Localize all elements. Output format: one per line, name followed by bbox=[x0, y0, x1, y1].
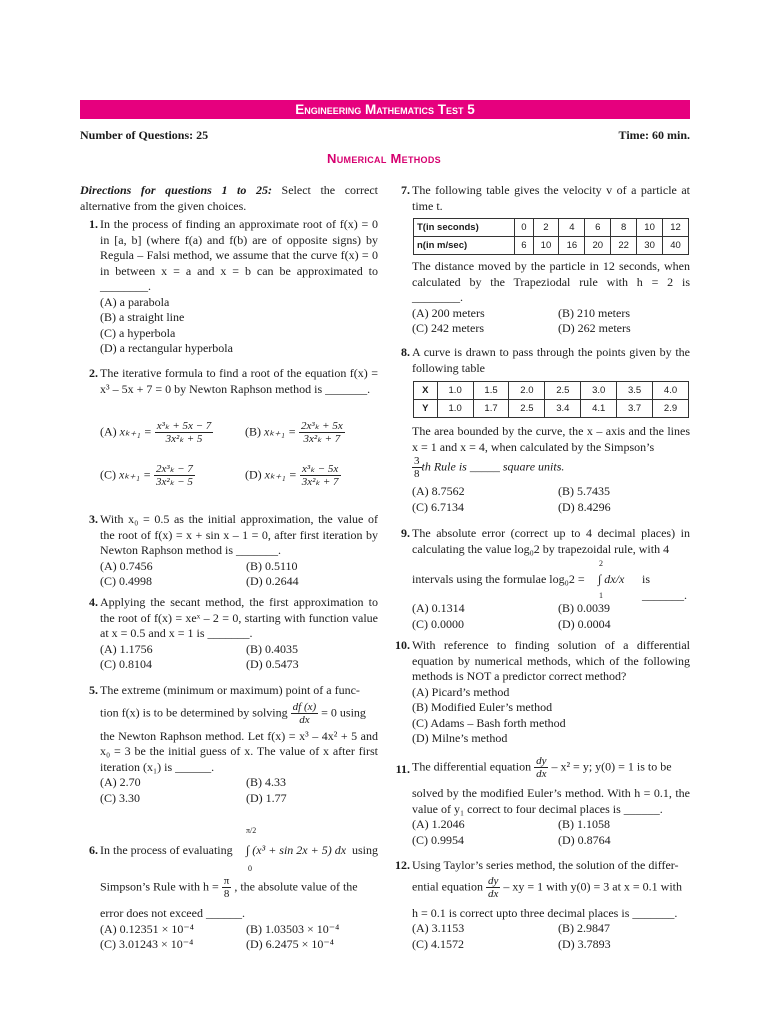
question-number: 7. bbox=[401, 183, 410, 197]
option-a[interactable]: (A) 200 meters bbox=[412, 305, 485, 320]
question-3 bbox=[76, 512, 378, 590]
fraction-numerator: 3 bbox=[414, 455, 420, 467]
question-number: 5. bbox=[89, 683, 98, 697]
option-c[interactable]: (C) 0.9954 bbox=[412, 832, 464, 847]
question-number: 2. bbox=[89, 366, 98, 380]
formula-denominator: 3x²ₖ + 5 bbox=[165, 433, 203, 445]
option-c[interactable]: (C) 0.0000 bbox=[412, 616, 464, 631]
option-a[interactable]: (A) 1.2046 bbox=[412, 817, 465, 831]
formula-lhs: xₖ₊₁ = bbox=[264, 424, 297, 439]
table-cell: 6 bbox=[585, 219, 611, 237]
formula-lhs: xₖ₊₁ = bbox=[264, 467, 297, 482]
formula-lhs: xₖ₊₁ = bbox=[119, 467, 152, 482]
integral-upper-limit: 2 bbox=[599, 559, 603, 568]
option-c[interactable]: (C) 6.7134 bbox=[412, 499, 464, 514]
question-text-line3: the Newton Raphson method. Let f(x) = x³ – 4x² + 5 and x₀ = 3 be the initial guess of x. The value of x after first iteration (x₁) is ______. bbox=[100, 728, 378, 774]
question-1 bbox=[76, 217, 378, 357]
option-d[interactable]: (D) 262 meters bbox=[558, 321, 631, 335]
question-text-2: The distance moved by the particle in 12 seconds, when calculated by the Trapeziodal rule with h = 2 is ________. bbox=[412, 259, 690, 304]
derivative-numerator: dy bbox=[536, 755, 547, 767]
option-c[interactable]: (C) 0.4998 bbox=[100, 574, 152, 588]
option-d[interactable]: (D) 0.0004 bbox=[558, 616, 611, 631]
option-a[interactable]: (A) 0.12351 × 10⁻⁴ bbox=[100, 921, 194, 936]
question-text-line2 bbox=[100, 701, 378, 726]
question-number: 1. bbox=[89, 217, 98, 231]
option-c[interactable]: (C) 3.01243 × 10⁻⁴ bbox=[100, 937, 194, 951]
question-text: The absolute error (correct up to 4 decimal places) in calculating the value log₀2 by trapezoidal rule, with 4 bbox=[412, 526, 690, 556]
option-a[interactable] bbox=[100, 420, 213, 445]
table-cell: 16 bbox=[559, 237, 585, 255]
table-cell: 3.0 bbox=[581, 382, 617, 400]
question-number: 10. bbox=[395, 638, 410, 652]
question-text-line1: The extreme (minimum or maximum) point of a func- bbox=[100, 683, 360, 697]
formula-denominator: 3x²ₖ + 7 bbox=[303, 433, 341, 445]
option-b[interactable]: (B) 0.4035 bbox=[246, 641, 298, 656]
option-d[interactable] bbox=[245, 463, 341, 488]
option-a[interactable]: (A) 3.1153 bbox=[412, 921, 465, 935]
option-c[interactable]: (C) 3.30 bbox=[100, 790, 140, 805]
option-b[interactable]: (B) 0.0039 bbox=[558, 601, 610, 615]
question-11 bbox=[388, 755, 690, 848]
formula-lhs: xₖ₊₁ = bbox=[119, 424, 152, 439]
option-a[interactable]: (A) 0.7456 bbox=[100, 558, 153, 573]
table-cell: 4 bbox=[559, 219, 585, 237]
table-cell: 4.1 bbox=[581, 400, 617, 418]
option-a[interactable]: (A) 0.1314 bbox=[412, 601, 465, 615]
formula-denominator: 3x²ₖ − 5 bbox=[156, 476, 193, 488]
option-d[interactable]: (D) 3.7893 bbox=[558, 936, 611, 951]
table-cell: 10 bbox=[533, 237, 559, 255]
integral-expression: ∫ dx/x bbox=[598, 572, 625, 586]
question-text-2: solved by the modified Euler’s method. With h = 0.1, the value of y₁ correct to four decimal places is ______. bbox=[412, 786, 690, 816]
table-cell: 2.9 bbox=[653, 400, 689, 418]
fraction-denominator: 8 bbox=[414, 468, 420, 480]
table-cell: 4.0 bbox=[653, 382, 689, 400]
table-cell: 22 bbox=[611, 237, 637, 255]
table-cell: 1.7 bbox=[473, 400, 509, 418]
question-text-2 bbox=[412, 557, 690, 602]
table-row bbox=[414, 219, 689, 237]
text-part: In the process of evaluating bbox=[100, 843, 233, 857]
question-text: The iterative formula to find a root of the equation f(x) = x³ – 5x + 7 = 0 by Newton Raphson method is _______. bbox=[100, 366, 378, 396]
question-6 bbox=[76, 823, 378, 953]
option-a[interactable]: (A) 2.70 bbox=[100, 775, 141, 789]
option-c[interactable]: (C) Adams – Bash forth method bbox=[412, 715, 566, 730]
text-part: The differential equation bbox=[412, 759, 532, 774]
table-cell: 8 bbox=[611, 219, 637, 237]
table-cell: 6 bbox=[515, 237, 533, 255]
test-title-banner: Engineering Mathematics Test 5 bbox=[80, 100, 690, 119]
text-part: th Rule is _____ square units. bbox=[421, 459, 565, 474]
derivative-numerator: df (x) bbox=[292, 700, 317, 713]
table-cell: 2.0 bbox=[509, 382, 545, 400]
section-title: Numerical Methods bbox=[327, 151, 441, 166]
option-b[interactable]: (B) 1.1058 bbox=[558, 817, 610, 831]
question-number: 3. bbox=[89, 512, 98, 526]
question-text-line3: error does not exceed ______. bbox=[100, 906, 245, 920]
directions-lead: Directions for questions 1 to 25: bbox=[80, 183, 272, 197]
table-cell: 1.5 bbox=[473, 382, 509, 400]
option-d[interactable]: (D) 6.2475 × 10⁻⁴ bbox=[246, 937, 334, 951]
question-text-line2 bbox=[412, 875, 690, 900]
question-8 bbox=[388, 345, 690, 515]
question-text: The following table gives the velocity v of a particle at time t. bbox=[412, 183, 690, 213]
table-row bbox=[414, 382, 689, 400]
formula-numerator: 2x³ₖ − 7 bbox=[156, 463, 193, 475]
formula-denominator: 3x²ₖ + 7 bbox=[301, 476, 339, 488]
table-cell: 3.5 bbox=[617, 382, 653, 400]
table-cell: 40 bbox=[663, 237, 689, 255]
step-denominator: 8 bbox=[223, 888, 230, 900]
option-b[interactable]: (B) Modified Euler’s method bbox=[412, 700, 553, 714]
question-number: 6. bbox=[89, 843, 98, 857]
table-row-header: T(in seconds) bbox=[414, 219, 515, 237]
question-9 bbox=[388, 526, 690, 632]
formula-numerator: 2x³ₖ + 5x bbox=[301, 420, 343, 432]
directions bbox=[80, 183, 378, 214]
option-d[interactable]: (D) a rectangular hyperbola bbox=[100, 341, 233, 355]
table-row-header: X bbox=[414, 382, 438, 400]
option-c[interactable] bbox=[100, 463, 195, 488]
question-text: With x₀ = 0.5 as the initial approximation, the value of the root of f(x) = x + sin x – 1 = 0, after first iteration by Newton Raphson method is _______. bbox=[100, 512, 378, 557]
option-d[interactable]: (D) 0.8764 bbox=[558, 832, 611, 847]
question-text: A curve is drawn to pass through the points given by the following table bbox=[412, 345, 690, 375]
integral-upper-limit: π/2 bbox=[246, 826, 257, 835]
question-number: 11. bbox=[395, 762, 410, 776]
text-part: ential equation bbox=[412, 878, 483, 893]
option-b[interactable]: (B) 1.03503 × 10⁻⁴ bbox=[246, 921, 340, 936]
option-label: (C) bbox=[100, 467, 116, 482]
option-d[interactable]: (D) 0.2644 bbox=[246, 574, 299, 588]
formula-numerator: x³ₖ − 5x bbox=[300, 463, 341, 476]
option-c[interactable]: (C) 4.1572 bbox=[412, 936, 464, 951]
formula-numerator: x³ₖ + 5x − 7 bbox=[156, 420, 212, 432]
question-text-line2 bbox=[100, 875, 378, 900]
question-number: 12. bbox=[395, 858, 410, 872]
question-number: 9. bbox=[401, 526, 410, 540]
table-cell: 12 bbox=[663, 219, 689, 237]
derivative-numerator: dy bbox=[487, 874, 499, 887]
question-text-line1 bbox=[412, 755, 690, 780]
text-part: = 0 using bbox=[321, 704, 366, 719]
option-label: (A) bbox=[100, 424, 117, 439]
table-cell: 2.5 bbox=[545, 382, 581, 400]
question-number: 8. bbox=[401, 345, 410, 359]
table-cell: 20 bbox=[585, 237, 611, 255]
question-text: With reference to finding solution of a differential equation by numerical methods, which of the following methods is NOT a predictor correct method? bbox=[412, 638, 690, 683]
question-7 bbox=[388, 183, 690, 337]
question-text-line1: Using Taylor’s series method, the solution of the differ- bbox=[412, 858, 679, 872]
option-b[interactable]: (B) 210 meters bbox=[558, 305, 630, 320]
option-c[interactable]: (C) 242 meters bbox=[412, 321, 484, 335]
table-cell: 2.5 bbox=[509, 400, 545, 418]
option-a[interactable]: (A) 1.1756 bbox=[100, 641, 153, 656]
text-part: – xy = 1 with y(0) = 3 at x = 0.1 with bbox=[503, 878, 682, 893]
question-text-line1 bbox=[100, 823, 378, 871]
option-b[interactable]: (B) 2.9847 bbox=[558, 921, 610, 935]
table-cell: 0 bbox=[515, 219, 533, 237]
number-of-questions: Number of Questions: 25 bbox=[80, 128, 209, 142]
points-table bbox=[413, 381, 689, 418]
question-text: Applying the secant method, the first approximation to the root of f(x) = xeˣ – 2 = 0, starting with function value at x = 0.5 and x = 1 is _______. bbox=[100, 595, 378, 640]
table-row bbox=[414, 237, 689, 255]
question-number: 4. bbox=[89, 595, 98, 609]
integral-lower-limit: 1 bbox=[599, 591, 603, 600]
option-b[interactable]: (B) 5.7435 bbox=[558, 484, 610, 498]
option-a[interactable]: (A) 8.7562 bbox=[412, 484, 465, 498]
option-b[interactable]: (B) 4.33 bbox=[246, 775, 286, 789]
option-d[interactable]: (D) Milne’s method bbox=[412, 731, 508, 745]
question-text: In the process of finding an approximate root of f(x) = 0 in [a, b] (where f(a) and f(b) are of opposite signs) by Regula – Falsi method, we assume that the curve f(x) = 0 in between x = a and x = b can be approximated to ________. bbox=[100, 217, 378, 293]
option-b[interactable]: (B) 0.5110 bbox=[246, 558, 298, 573]
directions-text: Select the correct alternative from the given choices. bbox=[80, 183, 378, 213]
derivative-denominator: dx bbox=[487, 887, 499, 900]
question-10 bbox=[388, 638, 690, 747]
option-d[interactable]: (D) 8.4296 bbox=[558, 499, 611, 514]
option-b[interactable] bbox=[245, 420, 345, 445]
option-d[interactable]: (D) 0.5473 bbox=[246, 657, 299, 671]
integral-expression: ∫ (x³ + sin 2x + 5) dx bbox=[246, 843, 347, 857]
option-a[interactable]: (A) a parabola bbox=[100, 294, 170, 309]
table-row bbox=[414, 400, 689, 418]
text-part: is _______. bbox=[642, 572, 687, 602]
text-part: Simpson’s Rule with h = bbox=[100, 879, 219, 894]
question-2 bbox=[76, 366, 378, 397]
text-part: using bbox=[351, 843, 378, 857]
question-4 bbox=[76, 595, 378, 673]
text-part: intervals using the formulae log₀2 = bbox=[412, 572, 585, 586]
question-text-2: The area bounded by the curve, the x – axis and the lines x = 1 and x = 4, when calculated by the Simpson’s bbox=[412, 424, 690, 454]
option-c[interactable]: (C) 0.8104 bbox=[100, 657, 152, 671]
velocity-table bbox=[413, 218, 689, 255]
table-cell: 3.7 bbox=[617, 400, 653, 418]
option-a[interactable]: (A) Picard’s method bbox=[412, 684, 510, 699]
time-limit: Time: 60 min. bbox=[618, 128, 690, 142]
table-row-header: n(in m/sec) bbox=[414, 237, 515, 255]
text-part: – x² = y; y(0) = 1 is to be bbox=[551, 759, 672, 774]
option-d[interactable]: (D) 1.77 bbox=[246, 790, 287, 805]
option-label: (B) bbox=[245, 424, 261, 439]
question-text-line3: h = 0.1 is correct upto three decimal places is _______. bbox=[412, 905, 678, 920]
derivative-denominator: dx bbox=[299, 713, 310, 726]
integral-lower-limit: 0 bbox=[248, 864, 252, 873]
option-label: (D) bbox=[245, 467, 262, 482]
step-numerator: π bbox=[223, 875, 230, 887]
question-5 bbox=[76, 683, 378, 806]
question-12 bbox=[388, 858, 690, 952]
table-row-header: Y bbox=[414, 400, 438, 418]
table-cell: 2 bbox=[533, 219, 559, 237]
text-part: tion f(x) is to be determined by solving bbox=[100, 704, 288, 719]
table-cell: 3.4 bbox=[545, 400, 581, 418]
table-cell: 1.0 bbox=[437, 382, 473, 400]
derivative-denominator: dx bbox=[536, 768, 547, 780]
table-cell: 30 bbox=[637, 237, 663, 255]
question-text-3 bbox=[412, 455, 690, 480]
text-part: , the absolute value of the bbox=[234, 879, 358, 894]
option-c[interactable]: (C) a hyperbola bbox=[100, 325, 176, 340]
table-cell: 1.0 bbox=[437, 400, 473, 418]
option-b[interactable]: (B) a straight line bbox=[100, 310, 185, 324]
table-cell: 10 bbox=[637, 219, 663, 237]
